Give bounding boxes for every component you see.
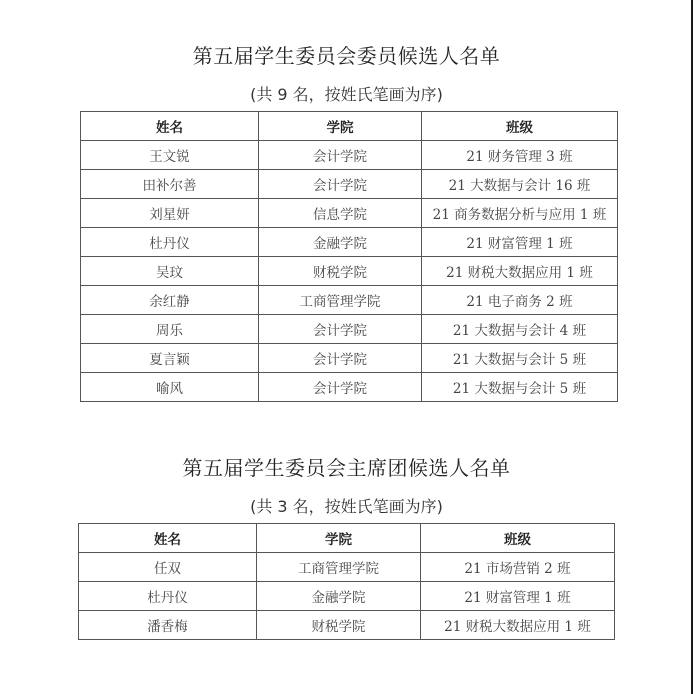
table-row [81,315,618,344]
cell-name: 周乐 [81,315,259,344]
cell-name: 杜丹仪 [79,582,257,611]
cell-college: 工商管理学院 [257,553,421,582]
section-2-subtitle: (共 3 名，按姓氏笔画为序) [250,497,443,516]
cell-name: 潘香梅 [79,611,257,640]
table-row [79,611,615,640]
column-header-college: 学院 [259,112,422,141]
column-header-class: 班级 [422,112,618,141]
cell-name: 刘星妍 [81,199,259,228]
cell-name: 王文锐 [81,141,259,170]
column-header-name: 姓名 [81,112,259,141]
table-header-row [81,112,618,141]
cell-name: 余红静 [81,286,259,315]
cell-name: 夏言颖 [81,344,259,373]
table-row [79,582,615,611]
cell-college: 会计学院 [259,344,422,373]
cell-name: 喻风 [81,373,259,402]
cell-class: 21 大数据与会计 5 班 [422,373,618,402]
table-header-row [79,524,615,553]
cell-college: 会计学院 [259,315,422,344]
cell-college: 会计学院 [259,373,422,402]
cell-college: 财税学院 [257,611,421,640]
cell-college: 工商管理学院 [259,286,422,315]
section-1-title: 第五届学生委员会委员候选人名单 [192,44,501,68]
column-header-class: 班级 [421,524,615,553]
cell-class: 21 电子商务 2 班 [422,286,618,315]
table-row [81,199,618,228]
table-row [81,257,618,286]
cell-college: 金融学院 [259,228,422,257]
table-row [81,228,618,257]
cell-college: 信息学院 [259,199,422,228]
column-header-name: 姓名 [79,524,257,553]
cell-class: 21 大数据与会计 16 班 [422,170,618,199]
table-row [81,344,618,373]
cell-class: 21 财富管理 1 班 [422,228,618,257]
cell-class: 21 财税大数据应用 1 班 [422,257,618,286]
table-row [81,170,618,199]
cell-class: 21 财富管理 1 班 [421,582,615,611]
cell-college: 金融学院 [257,582,421,611]
cell-name: 杜丹仪 [81,228,259,257]
table-row [81,286,618,315]
table-row [81,141,618,170]
cell-class: 21 商务数据分析与应用 1 班 [422,199,618,228]
cell-class: 21 市场营销 2 班 [421,553,615,582]
cell-class: 21 大数据与会计 4 班 [422,315,618,344]
presidium-candidates-table [78,523,615,640]
cell-class: 21 大数据与会计 5 班 [422,344,618,373]
section-1-subtitle: (共 9 名，按姓氏笔画为序) [250,85,443,104]
cell-college: 财税学院 [259,257,422,286]
cell-name: 田补尔善 [81,170,259,199]
section-2-title: 第五届学生委员会主席团候选人名单 [182,456,511,480]
cell-class: 21 财务管理 3 班 [422,141,618,170]
cell-college: 会计学院 [259,170,422,199]
cell-class: 21 财税大数据应用 1 班 [421,611,615,640]
member-candidates-table [80,111,618,402]
table-row [79,553,615,582]
cell-name: 吴玟 [81,257,259,286]
cell-name: 任双 [79,553,257,582]
table-row [81,373,618,402]
cell-college: 会计学院 [259,141,422,170]
column-header-college: 学院 [257,524,421,553]
